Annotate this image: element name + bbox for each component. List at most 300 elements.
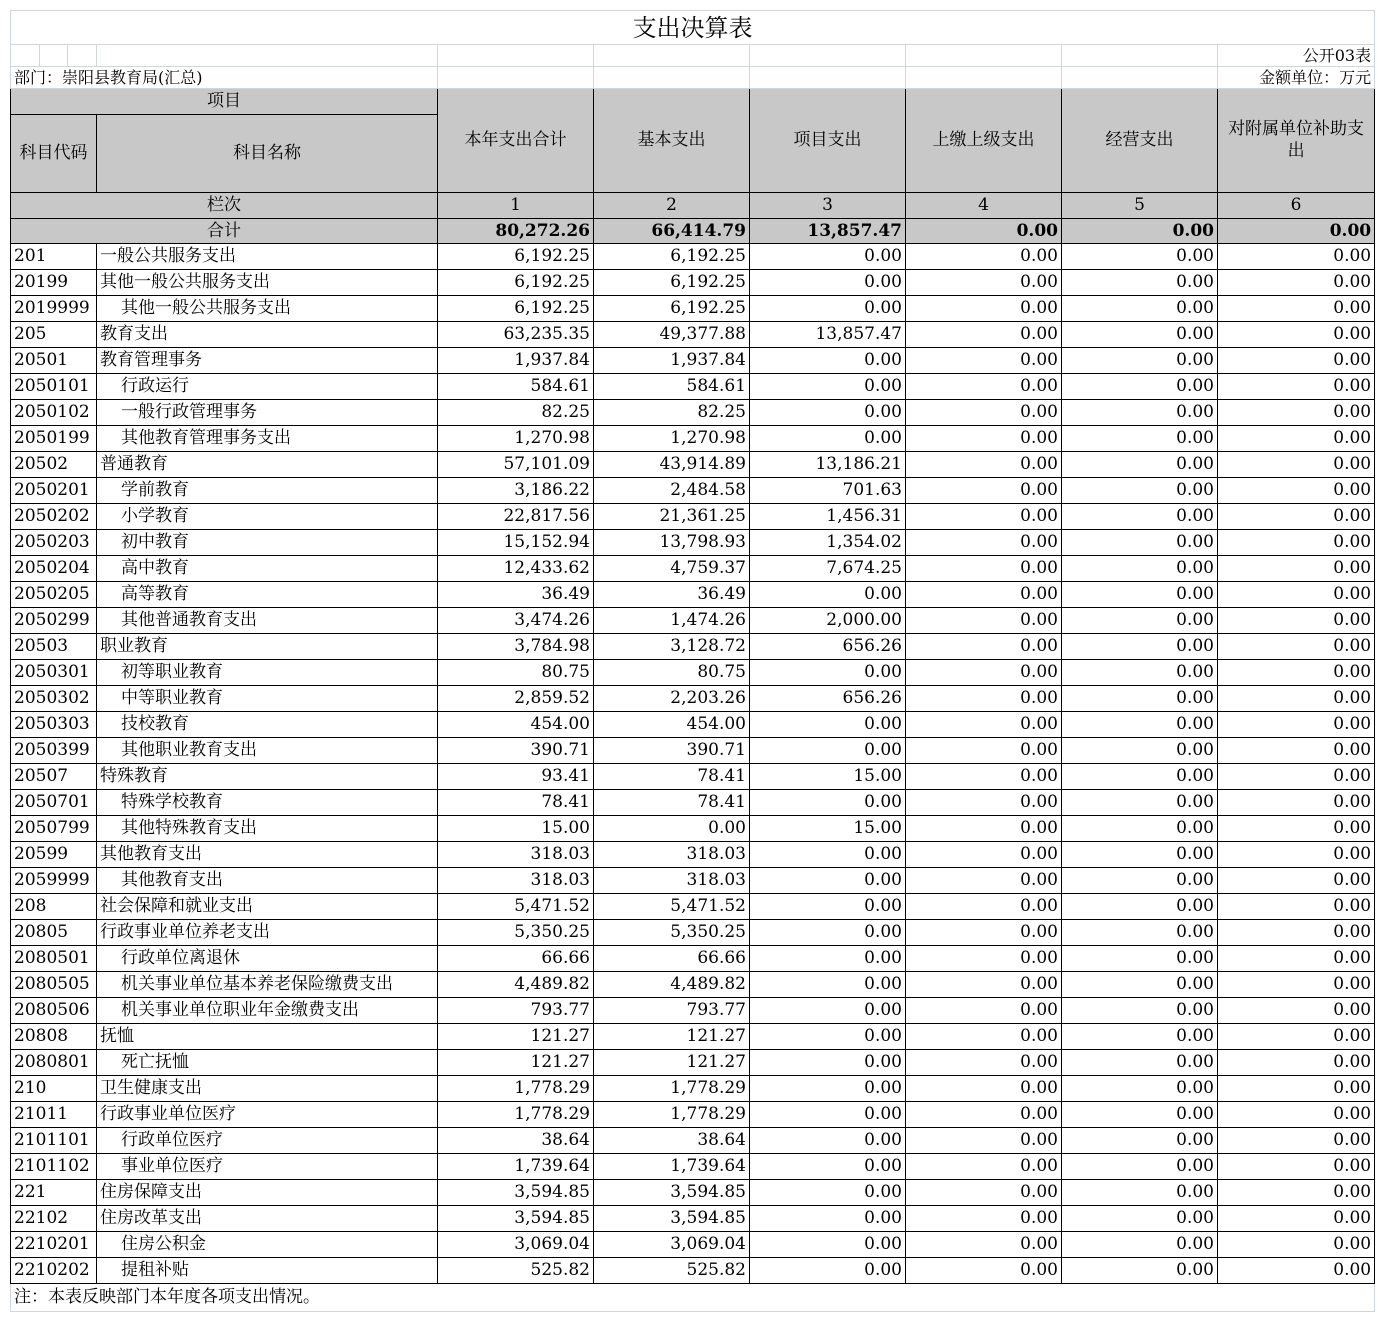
subject-code: 2080801 [11, 1050, 97, 1076]
amount-cell: 13,857.47 [750, 322, 906, 348]
amount-cell: 0.00 [1218, 920, 1375, 946]
amount-cell: 0.00 [906, 400, 1062, 426]
amount-cell: 0.00 [906, 816, 1062, 842]
table-row [11, 504, 1375, 530]
amount-cell: 6,192.25 [594, 244, 750, 270]
amount-cell: 0.00 [1218, 1024, 1375, 1050]
amount-cell: 78.41 [438, 790, 594, 816]
subject-code: 20599 [11, 842, 97, 868]
amount-cell: 0.00 [750, 790, 906, 816]
amount-cell: 6,192.25 [438, 296, 594, 322]
amount-cell: 0.00 [1062, 244, 1218, 270]
amount-cell: 66.66 [438, 946, 594, 972]
total-value: 66,414.79 [594, 219, 750, 244]
header-col-4: 上缴上级支出 [906, 89, 1062, 193]
expenditure-sheet [10, 10, 1374, 1312]
amount-cell: 1,739.64 [438, 1154, 594, 1180]
subject-name: 职业教育 [97, 634, 438, 660]
table-row [11, 1154, 1375, 1180]
amount-cell: 0.00 [1218, 972, 1375, 998]
table-row [11, 998, 1375, 1024]
subject-code: 21011 [11, 1102, 97, 1128]
amount-cell: 0.00 [750, 998, 906, 1024]
header-name: 科目名称 [97, 115, 438, 193]
amount-cell: 0.00 [1218, 634, 1375, 660]
amount-cell: 0.00 [750, 1024, 906, 1050]
table-row [11, 270, 1375, 296]
amount-cell: 0.00 [1062, 634, 1218, 660]
amount-cell: 15.00 [750, 816, 906, 842]
amount-cell: 0.00 [906, 868, 1062, 894]
subject-code: 2050199 [11, 426, 97, 452]
subject-code: 20501 [11, 348, 97, 374]
amount-cell: 0.00 [1062, 556, 1218, 582]
total-label: 合计 [11, 219, 438, 244]
subject-name: 住房公积金 [97, 1232, 438, 1258]
amount-cell: 0.00 [906, 920, 1062, 946]
subject-code: 210 [11, 1076, 97, 1102]
amount-cell: 80.75 [594, 660, 750, 686]
subject-code: 221 [11, 1180, 97, 1206]
amount-cell: 0.00 [906, 1128, 1062, 1154]
amount-cell: 0.00 [1218, 608, 1375, 634]
header-project: 项目 [11, 89, 438, 115]
amount-cell: 0.00 [750, 946, 906, 972]
amount-cell: 0.00 [1218, 894, 1375, 920]
amount-cell: 21,361.25 [594, 504, 750, 530]
amount-cell: 0.00 [906, 712, 1062, 738]
subject-name: 死亡抚恤 [97, 1050, 438, 1076]
amount-cell: 1,778.29 [438, 1076, 594, 1102]
amount-cell: 0.00 [906, 1206, 1062, 1232]
amount-cell: 0.00 [1062, 790, 1218, 816]
subject-name: 初中教育 [97, 530, 438, 556]
table-row [11, 1024, 1375, 1050]
amount-cell: 0.00 [906, 1154, 1062, 1180]
amount-cell: 80.75 [438, 660, 594, 686]
subject-name: 行政单位医疗 [97, 1128, 438, 1154]
amount-cell: 0.00 [1062, 348, 1218, 374]
amount-cell: 2,203.26 [594, 686, 750, 712]
amount-cell: 0.00 [1218, 660, 1375, 686]
table-row [11, 946, 1375, 972]
amount-cell: 454.00 [438, 712, 594, 738]
table-row [11, 920, 1375, 946]
total-row [11, 219, 1375, 244]
amount-cell: 0.00 [1218, 1206, 1375, 1232]
amount-cell: 4,759.37 [594, 556, 750, 582]
amount-cell: 4,489.82 [438, 972, 594, 998]
table-row [11, 894, 1375, 920]
amount-cell: 0.00 [1062, 1154, 1218, 1180]
amount-cell: 318.03 [438, 842, 594, 868]
amount-cell: 13,186.21 [750, 452, 906, 478]
amount-cell: 0.00 [750, 920, 906, 946]
amount-cell: 0.00 [1218, 764, 1375, 790]
amount-cell: 0.00 [750, 1050, 906, 1076]
amount-cell: 0.00 [750, 296, 906, 322]
amount-cell: 3,128.72 [594, 634, 750, 660]
header-col-5: 经营支出 [1062, 89, 1218, 193]
amount-cell: 6,192.25 [594, 270, 750, 296]
amount-cell: 0.00 [906, 296, 1062, 322]
subject-code: 2050202 [11, 504, 97, 530]
amount-cell: 793.77 [594, 998, 750, 1024]
amount-cell: 1,270.98 [438, 426, 594, 452]
amount-cell: 0.00 [1062, 868, 1218, 894]
subject-code: 20502 [11, 452, 97, 478]
table-row [11, 868, 1375, 894]
amount-cell: 0.00 [906, 452, 1062, 478]
amount-cell: 0.00 [1062, 660, 1218, 686]
subject-name: 其他教育支出 [97, 868, 438, 894]
amount-cell: 2,859.52 [438, 686, 594, 712]
subject-code: 2080505 [11, 972, 97, 998]
subject-name: 行政单位离退休 [97, 946, 438, 972]
table-number: 公开03表 [1218, 45, 1375, 67]
subject-name: 其他普通教育支出 [97, 608, 438, 634]
amount-cell: 0.00 [1218, 1128, 1375, 1154]
amount-cell: 0.00 [906, 764, 1062, 790]
subject-name: 抚恤 [97, 1024, 438, 1050]
amount-cell: 0.00 [1062, 894, 1218, 920]
amount-cell: 0.00 [750, 894, 906, 920]
amount-cell: 0.00 [750, 1232, 906, 1258]
amount-cell: 0.00 [1218, 712, 1375, 738]
header-col-6: 对附属单位补助支出 [1218, 89, 1375, 193]
amount-cell: 390.71 [438, 738, 594, 764]
amount-cell: 0.00 [906, 582, 1062, 608]
subject-name: 行政事业单位医疗 [97, 1102, 438, 1128]
subject-code: 2050203 [11, 530, 97, 556]
amount-cell: 0.00 [906, 1024, 1062, 1050]
amount-cell: 0.00 [1062, 504, 1218, 530]
amount-cell: 1,739.64 [594, 1154, 750, 1180]
table-row [11, 738, 1375, 764]
amount-cell: 0.00 [750, 1154, 906, 1180]
subject-code: 2050701 [11, 790, 97, 816]
amount-cell: 0.00 [906, 1232, 1062, 1258]
amount-cell: 0.00 [906, 244, 1062, 270]
total-value: 0.00 [1218, 219, 1375, 244]
total-value: 0.00 [1062, 219, 1218, 244]
amount-cell: 82.25 [438, 400, 594, 426]
amount-cell: 0.00 [906, 686, 1062, 712]
subject-code: 2050102 [11, 400, 97, 426]
total-value: 13,857.47 [750, 219, 906, 244]
amount-cell: 0.00 [1218, 868, 1375, 894]
amount-cell: 78.41 [594, 790, 750, 816]
amount-cell: 0.00 [1062, 1050, 1218, 1076]
amount-cell: 0.00 [1062, 374, 1218, 400]
amount-cell: 0.00 [1218, 374, 1375, 400]
table-row [11, 660, 1375, 686]
amount-cell: 0.00 [906, 842, 1062, 868]
subject-code: 20199 [11, 270, 97, 296]
header-code: 科目代码 [11, 115, 97, 193]
table-row [11, 400, 1375, 426]
subject-code: 2019999 [11, 296, 97, 322]
amount-cell: 525.82 [438, 1258, 594, 1284]
amount-cell: 0.00 [906, 1076, 1062, 1102]
page-title: 支出决算表 [11, 11, 1375, 45]
header-lanci: 栏次 [11, 193, 438, 219]
amount-cell: 0.00 [750, 1076, 906, 1102]
subject-name: 其他教育支出 [97, 842, 438, 868]
subject-code: 2050201 [11, 478, 97, 504]
unit-label: 金额单位：万元 [1218, 67, 1375, 89]
amount-cell: 0.00 [906, 530, 1062, 556]
table-row [11, 244, 1375, 270]
subject-name: 普通教育 [97, 452, 438, 478]
subject-name: 社会保障和就业支出 [97, 894, 438, 920]
subject-name: 高中教育 [97, 556, 438, 582]
amount-cell: 0.00 [906, 348, 1062, 374]
amount-cell: 57,101.09 [438, 452, 594, 478]
amount-cell: 0.00 [1218, 244, 1375, 270]
amount-cell: 15,152.94 [438, 530, 594, 556]
amount-cell: 0.00 [1218, 1258, 1375, 1284]
subject-name: 一般公共服务支出 [97, 244, 438, 270]
amount-cell: 584.61 [438, 374, 594, 400]
amount-cell: 0.00 [1218, 946, 1375, 972]
amount-cell: 0.00 [1218, 1232, 1375, 1258]
subject-name: 其他职业教育支出 [97, 738, 438, 764]
amount-cell: 656.26 [750, 634, 906, 660]
amount-cell: 121.27 [438, 1050, 594, 1076]
amount-cell: 0.00 [1218, 452, 1375, 478]
table-row [11, 1206, 1375, 1232]
amount-cell: 5,350.25 [438, 920, 594, 946]
table-row [11, 842, 1375, 868]
subject-code: 20503 [11, 634, 97, 660]
amount-cell: 1,937.84 [438, 348, 594, 374]
amount-cell: 0.00 [1218, 1076, 1375, 1102]
amount-cell: 0.00 [1062, 1128, 1218, 1154]
col-num-4: 4 [906, 193, 1062, 219]
amount-cell: 1,354.02 [750, 530, 906, 556]
amount-cell: 0.00 [1062, 426, 1218, 452]
table-row [11, 1050, 1375, 1076]
subject-name: 其他一般公共服务支出 [97, 296, 438, 322]
subject-name: 一般行政管理事务 [97, 400, 438, 426]
table-row [11, 816, 1375, 842]
col-num-6: 6 [1218, 193, 1375, 219]
amount-cell: 0.00 [1062, 478, 1218, 504]
amount-cell: 15.00 [750, 764, 906, 790]
amount-cell: 0.00 [906, 1258, 1062, 1284]
amount-cell: 0.00 [906, 504, 1062, 530]
amount-cell: 6,192.25 [438, 244, 594, 270]
amount-cell: 3,594.85 [438, 1180, 594, 1206]
amount-cell: 1,456.31 [750, 504, 906, 530]
amount-cell: 0.00 [906, 738, 1062, 764]
subject-name: 特殊教育 [97, 764, 438, 790]
amount-cell: 0.00 [906, 1050, 1062, 1076]
amount-cell: 0.00 [1218, 1180, 1375, 1206]
amount-cell: 5,350.25 [594, 920, 750, 946]
amount-cell: 6,192.25 [438, 270, 594, 296]
table-row [11, 634, 1375, 660]
amount-cell: 0.00 [1218, 1102, 1375, 1128]
col-num-5: 5 [1062, 193, 1218, 219]
amount-cell: 13,798.93 [594, 530, 750, 556]
footnote: 注：本表反映部门本年度各项支出情况。 [11, 1284, 1375, 1312]
amount-cell: 1,270.98 [594, 426, 750, 452]
amount-cell: 0.00 [750, 348, 906, 374]
amount-cell: 5,471.52 [438, 894, 594, 920]
amount-cell: 0.00 [1218, 1154, 1375, 1180]
subject-name: 高等教育 [97, 582, 438, 608]
header-col-2: 基本支出 [594, 89, 750, 193]
subject-name: 初等职业教育 [97, 660, 438, 686]
amount-cell: 3,594.85 [594, 1206, 750, 1232]
amount-cell: 0.00 [750, 400, 906, 426]
subject-name: 中等职业教育 [97, 686, 438, 712]
amount-cell: 0.00 [1062, 1076, 1218, 1102]
amount-cell: 0.00 [906, 894, 1062, 920]
amount-cell: 0.00 [750, 738, 906, 764]
amount-cell: 82.25 [594, 400, 750, 426]
amount-cell: 0.00 [906, 1102, 1062, 1128]
subject-code: 2210202 [11, 1258, 97, 1284]
table-row [11, 972, 1375, 998]
col-num-1: 1 [438, 193, 594, 219]
subject-name: 行政事业单位养老支出 [97, 920, 438, 946]
amount-cell: 0.00 [906, 790, 1062, 816]
table-row [11, 582, 1375, 608]
amount-cell: 1,778.29 [594, 1076, 750, 1102]
total-value: 0.00 [906, 219, 1062, 244]
amount-cell: 3,594.85 [438, 1206, 594, 1232]
table-row [11, 1232, 1375, 1258]
amount-cell: 0.00 [1062, 816, 1218, 842]
table-row [11, 686, 1375, 712]
report-table [10, 10, 1375, 1312]
amount-cell: 121.27 [594, 1050, 750, 1076]
amount-cell: 0.00 [906, 946, 1062, 972]
amount-cell: 5,471.52 [594, 894, 750, 920]
amount-cell: 0.00 [1218, 738, 1375, 764]
amount-cell: 3,474.26 [438, 608, 594, 634]
amount-cell: 0.00 [1218, 296, 1375, 322]
amount-cell: 0.00 [1218, 998, 1375, 1024]
subject-name: 行政运行 [97, 374, 438, 400]
subject-code: 22102 [11, 1206, 97, 1232]
amount-cell: 7,674.25 [750, 556, 906, 582]
amount-cell: 0.00 [1062, 946, 1218, 972]
amount-cell: 0.00 [906, 556, 1062, 582]
amount-cell: 0.00 [1062, 920, 1218, 946]
col-num-2: 2 [594, 193, 750, 219]
table-row [11, 452, 1375, 478]
subject-name: 技校教育 [97, 712, 438, 738]
subject-name: 其他教育管理事务支出 [97, 426, 438, 452]
amount-cell: 0.00 [750, 972, 906, 998]
subject-code: 20805 [11, 920, 97, 946]
amount-cell: 12,433.62 [438, 556, 594, 582]
amount-cell: 0.00 [1218, 270, 1375, 296]
amount-cell: 1,937.84 [594, 348, 750, 374]
subject-code: 20507 [11, 764, 97, 790]
amount-cell: 0.00 [1218, 400, 1375, 426]
amount-cell: 0.00 [1062, 998, 1218, 1024]
subject-code: 2050302 [11, 686, 97, 712]
amount-cell: 2,000.00 [750, 608, 906, 634]
amount-cell: 0.00 [1062, 842, 1218, 868]
table-row [11, 1076, 1375, 1102]
subject-code: 2050204 [11, 556, 97, 582]
amount-cell: 6,192.25 [594, 296, 750, 322]
header-col-3: 项目支出 [750, 89, 906, 193]
total-value: 80,272.26 [438, 219, 594, 244]
amount-cell: 63,235.35 [438, 322, 594, 348]
amount-cell: 0.00 [750, 1206, 906, 1232]
subject-name: 机关事业单位基本养老保险缴费支出 [97, 972, 438, 998]
amount-cell: 0.00 [1062, 686, 1218, 712]
amount-cell: 0.00 [1218, 686, 1375, 712]
col-num-3: 3 [750, 193, 906, 219]
amount-cell: 0.00 [906, 478, 1062, 504]
subject-name: 小学教育 [97, 504, 438, 530]
subject-code: 2080501 [11, 946, 97, 972]
subject-name: 卫生健康支出 [97, 1076, 438, 1102]
amount-cell: 0.00 [1062, 270, 1218, 296]
amount-cell: 0.00 [1062, 1024, 1218, 1050]
amount-cell: 0.00 [906, 608, 1062, 634]
amount-cell: 0.00 [1062, 1102, 1218, 1128]
amount-cell: 0.00 [1062, 452, 1218, 478]
subject-name: 其他特殊教育支出 [97, 816, 438, 842]
subject-code: 2050301 [11, 660, 97, 686]
amount-cell: 1,474.26 [594, 608, 750, 634]
amount-cell: 0.00 [906, 426, 1062, 452]
subject-code: 2050205 [11, 582, 97, 608]
amount-cell: 121.27 [438, 1024, 594, 1050]
subject-code: 2050399 [11, 738, 97, 764]
table-row [11, 348, 1375, 374]
amount-cell: 0.00 [1218, 504, 1375, 530]
amount-cell: 318.03 [438, 868, 594, 894]
amount-cell: 0.00 [1218, 322, 1375, 348]
table-row [11, 426, 1375, 452]
amount-cell: 0.00 [906, 374, 1062, 400]
amount-cell: 390.71 [594, 738, 750, 764]
amount-cell: 0.00 [1218, 556, 1375, 582]
amount-cell: 0.00 [906, 322, 1062, 348]
subject-code: 2050799 [11, 816, 97, 842]
header-col-1: 本年支出合计 [438, 89, 594, 193]
amount-cell: 701.63 [750, 478, 906, 504]
table-row [11, 1258, 1375, 1284]
amount-cell: 22,817.56 [438, 504, 594, 530]
amount-cell: 0.00 [1218, 790, 1375, 816]
amount-cell: 0.00 [750, 374, 906, 400]
amount-cell: 121.27 [594, 1024, 750, 1050]
amount-cell: 0.00 [1062, 400, 1218, 426]
amount-cell: 0.00 [906, 1180, 1062, 1206]
subject-code: 2050299 [11, 608, 97, 634]
amount-cell: 1,778.29 [594, 1102, 750, 1128]
amount-cell: 0.00 [1062, 1206, 1218, 1232]
amount-cell: 43,914.89 [594, 452, 750, 478]
amount-cell: 38.64 [594, 1128, 750, 1154]
amount-cell: 584.61 [594, 374, 750, 400]
amount-cell: 0.00 [1062, 1232, 1218, 1258]
amount-cell: 0.00 [750, 1102, 906, 1128]
amount-cell: 0.00 [1218, 582, 1375, 608]
subject-name: 教育支出 [97, 322, 438, 348]
